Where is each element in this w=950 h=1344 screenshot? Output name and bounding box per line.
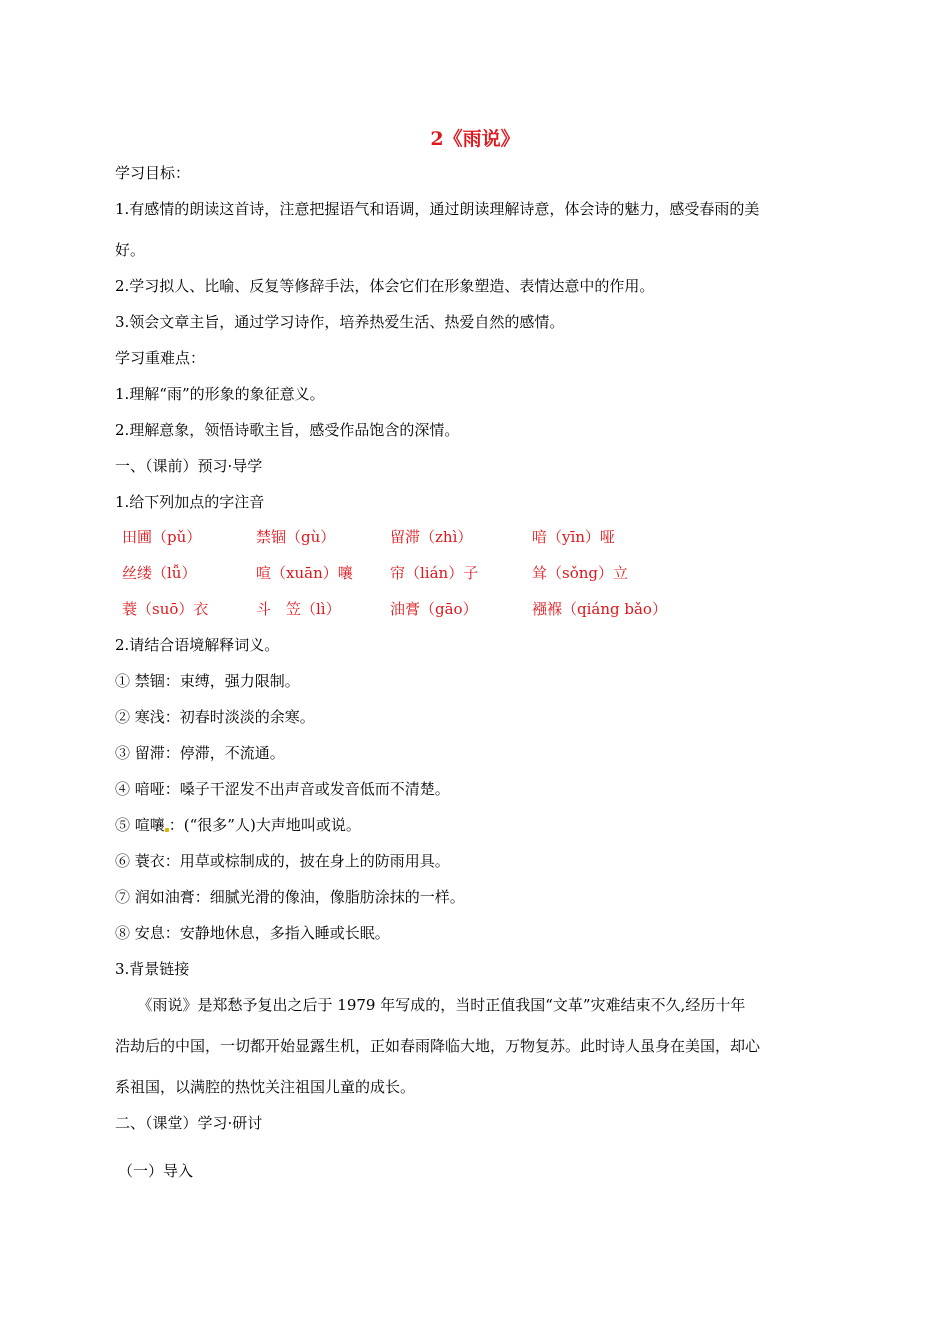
pinyin-item: 喧（xuān）嚷	[256, 564, 353, 582]
pinyin-item: 油膏（gāo）	[390, 600, 478, 618]
pinyin-item: 禁锢（gù）	[256, 528, 336, 546]
question-2: 2.请结合语境解释词义。	[115, 636, 280, 654]
difficulty-2: 2.理解意象，领悟诗歌主旨，感受作品饱含的深情。	[115, 421, 460, 439]
pinyin-item: 田圃（pǔ）	[122, 528, 202, 546]
definition-item: ⑥ 蓑衣：用草或棕制成的，披在身上的防雨用具。	[115, 852, 450, 870]
paragraph-line: 系祖国，以满腔的热忱关注祖国儿童的成长。	[115, 1078, 416, 1096]
document-title: 2《雨说》	[430, 128, 520, 150]
definition-item	[115, 814, 840, 836]
pinyin-item: 帘（lián）子	[390, 564, 479, 582]
pinyin-item: 蓑（suō）衣	[122, 600, 209, 618]
goals-heading: 学习目标：	[115, 164, 191, 182]
pinyin-item: 襁褓（qiáng bǎo）	[532, 600, 667, 618]
pinyin-row	[0, 562, 950, 584]
definition-item: ④ 喑哑：嗓子干涩发不出声音或发音低而不清楚。	[115, 780, 450, 798]
paragraph-line: 《雨说》是郑愁予复出之后于 1979 年写成的，当时正值我国“文革”灾难结束不久,经历十年	[115, 996, 746, 1014]
definition-item: ⑧ 安息：安静地休息，多指入睡或长眠。	[115, 924, 390, 942]
pinyin-item: 喑（yīn）哑	[532, 528, 615, 546]
background-paragraph	[115, 994, 841, 1104]
goal-1-line-1: 1.有感情的朗读这首诗，注意把握语气和语调，通过朗读理解诗意，体会诗的魅力，感受春雨的美	[115, 200, 760, 218]
pinyin-item: 斗 笠（lì）	[256, 600, 341, 618]
goal-3: 3.领会文章主旨，通过学习诗作，培养热爱生活、热爱自然的感情。	[115, 313, 565, 331]
paragraph-line: 浩劫后的中国，一切都开始显露生机，正如春雨降临大地，万物复苏。此时诗人虽身在美国，却心	[115, 1037, 761, 1055]
section-1-heading: 一、（课前）预习·导学	[115, 457, 263, 475]
question-1: 1.给下列加点的字注音	[115, 493, 265, 511]
pinyin-item: 耸（sǒng）立	[532, 564, 628, 582]
definition-item: ③ 留滞：停滞，不流通。	[115, 744, 285, 762]
question-3: 3.背景链接	[115, 960, 190, 978]
pinyin-row	[0, 526, 950, 548]
section-2-heading: 二、（课堂）学习·研讨	[115, 1114, 263, 1132]
pinyin-item: 留滞（zhì）	[390, 528, 473, 546]
difficulties-heading: 学习重难点：	[115, 349, 206, 367]
definition-item: ① 禁锢：束缚，强力限制。	[115, 672, 300, 690]
definition-item: ② 寒浅：初春时淡淡的余寒。	[115, 708, 315, 726]
definition-term: ⑤ 喧嚷	[115, 816, 165, 834]
subsection-heading: （一）导入	[118, 1162, 194, 1180]
pinyin-item: 丝缕（lǚ）	[122, 564, 197, 582]
goal-2: 2.学习拟人、比喻、反复等修辞手法，体会它们在形象塑造、表情达意中的作用。	[115, 277, 655, 295]
definition-item: ⑦ 润如油膏：细腻光滑的像油，像脂肪涂抹的一样。	[115, 888, 465, 906]
definition-text: ：(“很多”人)大声地叫或说。	[168, 816, 361, 834]
difficulty-1: 1.理解“雨”的形象的象征意义。	[115, 385, 325, 403]
pinyin-row	[0, 598, 950, 620]
goal-1-line-2: 好。	[115, 241, 146, 259]
